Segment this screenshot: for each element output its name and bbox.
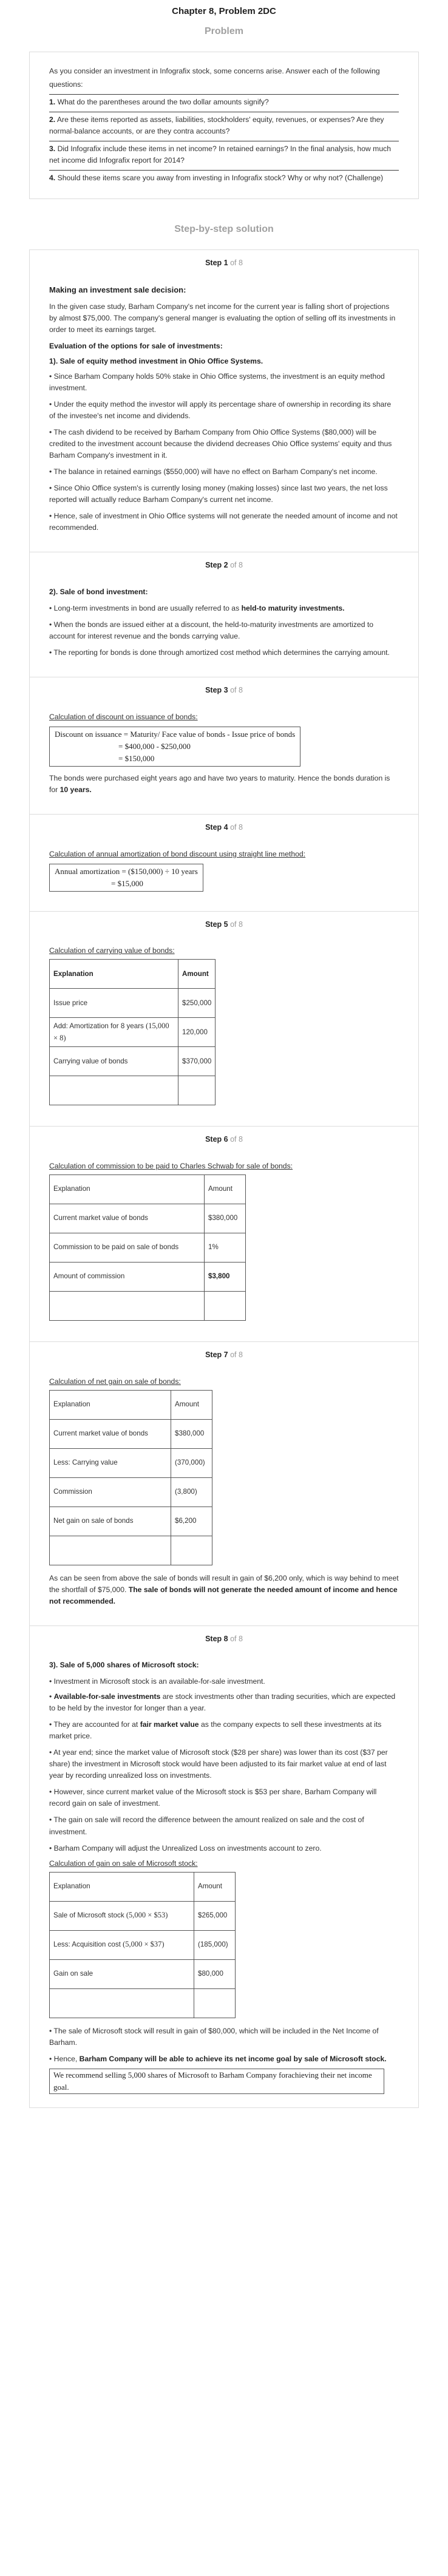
step-header: Step 1 of 8 (205, 259, 243, 268)
table-cell: (370,000) (171, 1448, 212, 1477)
bullet: • The sale of Microsoft stock will result in gain of $80,000, which will be included in the Net Income of Barham. (49, 2026, 379, 2047)
table-cell (50, 1076, 178, 1105)
table-header-cell: Amount (194, 1872, 236, 1901)
step-header: Step 8 of 8 (205, 1634, 243, 1643)
problem-label: Problem (204, 26, 243, 36)
table-cell (194, 1988, 236, 2018)
question-4: 4. Should these items scare you away from investing in Infografix stock? Why or why not? (Challenge) (49, 174, 384, 183)
table-cell: Carrying value of bonds (50, 1047, 178, 1076)
problem-card (29, 52, 419, 199)
table-row (50, 1448, 212, 1477)
table-header-cell: Amount (171, 1390, 212, 1419)
bullet: • The reporting for bonds is done through amortized cost method which determines the carrying amount. (49, 648, 390, 657)
page-title: Chapter 8, Problem 2DC (172, 6, 276, 16)
amortization-formula: Annual amortization = ($150,000) ÷ 10 years = $15,000 (49, 864, 203, 892)
step-heading: Making an investment sale decision: (49, 285, 186, 294)
bullet: • Barham Company will adjust the Unrealized Loss on investments account to zero. (49, 1843, 322, 1852)
table-row (50, 1988, 236, 2018)
table-cell: Sale of Microsoft stock (5,000 × $53) (50, 1901, 194, 1930)
table-row (50, 1477, 212, 1507)
step-7 (29, 1341, 419, 1625)
step-4 (29, 814, 419, 911)
table-cell (178, 1076, 216, 1105)
bullet: • Hence, Barham Company will be able to achieve its net income goal by sale of Microsoft stock. (49, 2054, 387, 2063)
step-heading: 2). Sale of bond investment: (49, 587, 148, 596)
bullet: • The gain on sale will record the difference between the amount realized on sale and the cost of investment. (49, 1815, 364, 1836)
table-cell (50, 1988, 194, 2018)
bullet: • Available-for-sale investments are stock investments other than trading securities, which are expected to be held by the investor for longer than a year. (49, 1692, 396, 1713)
table-cell (50, 1536, 171, 1565)
table-cell: 1% (205, 1233, 246, 1263)
table-cell: Gain on sale (50, 1959, 194, 1988)
table-header-cell: Explanation (50, 1390, 171, 1419)
bullet: • They are accounted for at fair market value as the company expects to sell these investments at its market price. (49, 1720, 382, 1741)
option-heading: 1). Sale of equity method investment in Ohio Office Systems. (49, 357, 263, 366)
table-header-cell: Amount (205, 1175, 246, 1204)
bullet: • The cash dividend to be received by Barham Company from Ohio Office Systems ($80,000) will be credited to the investment account because the dividend decreases Ohio Office systems' equity and thus Barham Company's investment in it. (49, 428, 392, 460)
table-cell (171, 1536, 212, 1565)
table-cell: Commission to be paid on sale of bonds (50, 1233, 205, 1263)
step-header: Step 5 of 8 (205, 920, 243, 929)
table-cell: $370,000 (178, 1047, 216, 1076)
table-cell: $380,000 (171, 1419, 212, 1448)
step-header: Step 2 of 8 (205, 561, 243, 570)
carrying-value-table (49, 959, 216, 1105)
bond-duration-note: The bonds were purchased eight years ago and have two years to maturity. Hence the bonds duration is for 10 years. (49, 774, 390, 795)
microsoft-gain-table (49, 1872, 236, 2018)
table-cell: (185,000) (194, 1930, 236, 1959)
bullet: • Since Barham Company holds 50% stake in Ohio Office systems, the investment is an equity method investment. (49, 372, 385, 393)
step-header: Step 4 of 8 (205, 823, 243, 832)
table-cell: Net gain on sale of bonds (50, 1507, 171, 1536)
table-cell: $265,000 (194, 1901, 236, 1930)
step-header: Step 3 of 8 (205, 686, 243, 695)
table-header-cell: Amount (178, 960, 216, 989)
commission-table (49, 1174, 246, 1321)
table-cell (50, 1292, 205, 1321)
calc-caption: Calculation of commission to be paid to Charles Schwab for sale of bonds: (49, 1161, 293, 1170)
table-row (50, 1018, 216, 1047)
questions-label: questions: (49, 77, 399, 95)
bullet: • However, since current market value of the Microsoft stock is $53 per share, Barham Company will record gain on sale of investment. (49, 1788, 377, 1808)
table-row (50, 1263, 246, 1292)
table-header-cell: Explanation (50, 960, 178, 989)
step-3 (29, 677, 419, 814)
question-1: 1. What do the parentheses around the two dollar amounts signify? (49, 95, 399, 112)
table-row (50, 1536, 212, 1565)
table-cell: Less: Carrying value (50, 1448, 171, 1477)
table-cell: Current market value of bonds (50, 1204, 205, 1233)
step-header: Step 7 of 8 (205, 1351, 243, 1359)
net-gain-note: As can be seen from above the sale of bonds will result in gain of $6,200 only, which is way behind to meet the shortfall of $75,000. The sale of bonds will not generate the needed amount of income and hence not recommended. (49, 1573, 399, 1605)
table-cell: (3,800) (171, 1477, 212, 1507)
problem-intro: As you consider an investment in Infografix stock, some concerns arise. Answer each of the following (49, 66, 380, 75)
bullet: • When the bonds are issued either at a discount, the held-to-maturity investments are amortized to account for interest revenue and the bonds carrying value. (49, 620, 374, 641)
table-row (50, 1419, 212, 1448)
table-header-row (50, 1175, 246, 1204)
bullet: • Long-term investments in bond are usually referred to as held-to maturity investments. (49, 603, 345, 612)
step-2 (29, 552, 419, 677)
recommendation-box: We recommend selling 5,000 shares of Microsoft to Barham Company forachieving their net income goal. (49, 2069, 384, 2094)
question-3: 3. Did Infografix include these items in net income? In retained earnings? In the final analysis, how much net income did Infografix report for 2014? (49, 141, 399, 171)
table-row (50, 1959, 236, 1988)
table-cell: Issue price (50, 989, 178, 1018)
table-header-row (50, 960, 216, 989)
table-header-row (50, 1390, 212, 1419)
bullet: • At year end; since the market value of Microsoft stock ($28 per share) was lower than its cost ($37 per share) the investment in Microsoft stock would have been adjusted to its fair market value at end of last year by recording unrealized loss on investments. (49, 1748, 388, 1780)
evaluation-heading: Evaluation of the options for sale of investments: (49, 342, 223, 351)
table-cell: Amount of commission (50, 1263, 205, 1292)
discount-formula: Discount on issuance = Maturity/ Face value of bonds - Issue price of bonds = $400,000 - $250,000 = $150,000 (49, 727, 300, 767)
table-row (50, 1292, 246, 1321)
table-row (50, 1930, 236, 1959)
table-cell: Current market value of bonds (50, 1419, 171, 1448)
table-cell: Commission (50, 1477, 171, 1507)
step-header: Step 6 of 8 (205, 1135, 243, 1144)
table-row (50, 1901, 236, 1930)
table-cell: 120,000 (178, 1018, 216, 1047)
bullet: • Investment in Microsoft stock is an available-for-sale investment. (49, 1677, 265, 1686)
table-cell: $3,800 (205, 1263, 246, 1292)
table-row (50, 1076, 216, 1105)
table-header-row (50, 1872, 236, 1901)
calc-caption: Calculation of discount on issuance of bonds: (49, 712, 198, 721)
table-header-cell: Explanation (50, 1872, 194, 1901)
bullet: • Hence, sale of investment in Ohio Office systems will not generate the needed amount of income and not recommended. (49, 512, 398, 532)
table-cell: $250,000 (178, 989, 216, 1018)
table-header-cell: Explanation (50, 1175, 205, 1204)
table-row (50, 1047, 216, 1076)
bullet: • Under the equity method the investor will apply its percentage share of ownership in recording its share of the investee's net income and dividends. (49, 400, 392, 421)
table-row (50, 1507, 212, 1536)
table-row (50, 1233, 246, 1263)
step-intro: In the given case study, Barham Company's net income for the current year is falling short of projections by almost $75,000. The company's general manger is evaluating the option of selling off its investments in order to meet its earnings target. (49, 302, 396, 334)
table-cell: Less: Acquisition cost (5,000 × $37) (50, 1930, 194, 1959)
calc-caption: Calculation of carrying value of bonds: (49, 946, 175, 955)
solution-steps (29, 249, 419, 2108)
step-5 (29, 911, 419, 1127)
table-cell: $6,200 (171, 1507, 212, 1536)
calc-caption: Calculation of annual amortization of bond discount using straight line method: (49, 849, 306, 858)
table-cell: Add: Amortization for 8 years (15,000 × 8) (50, 1018, 178, 1047)
table-row (50, 989, 216, 1018)
step-heading: 3). Sale of 5,000 shares of Microsoft stock: (49, 1661, 199, 1670)
step-6 (29, 1126, 419, 1341)
calc-caption: Calculation of gain on sale of Microsoft stock: (49, 1859, 198, 1868)
bullet: • The balance in retained earnings ($550,000) will have no effect on Barham Company's net income. (49, 467, 378, 476)
solution-label: Step-by-step solution (174, 224, 274, 235)
net-gain-table (49, 1390, 212, 1565)
step-8 (29, 1625, 419, 2108)
question-2: 2. Are these items reported as assets, liabilities, stockholders' equity, revenues, or expenses? Are they normal-balance accounts, or are they contra accounts? (49, 112, 399, 141)
calc-caption: Calculation of net gain on sale of bonds: (49, 1377, 181, 1386)
table-cell (205, 1292, 246, 1321)
bullet: • Since Ohio Office system's is currently losing money (making losses) since last two years, the net loss reported will actually reduce Barham Company's current net income. (49, 484, 388, 504)
step-1 (29, 249, 419, 552)
table-cell: $80,000 (194, 1959, 236, 1988)
table-row (50, 1204, 246, 1233)
table-cell: $380,000 (205, 1204, 246, 1233)
